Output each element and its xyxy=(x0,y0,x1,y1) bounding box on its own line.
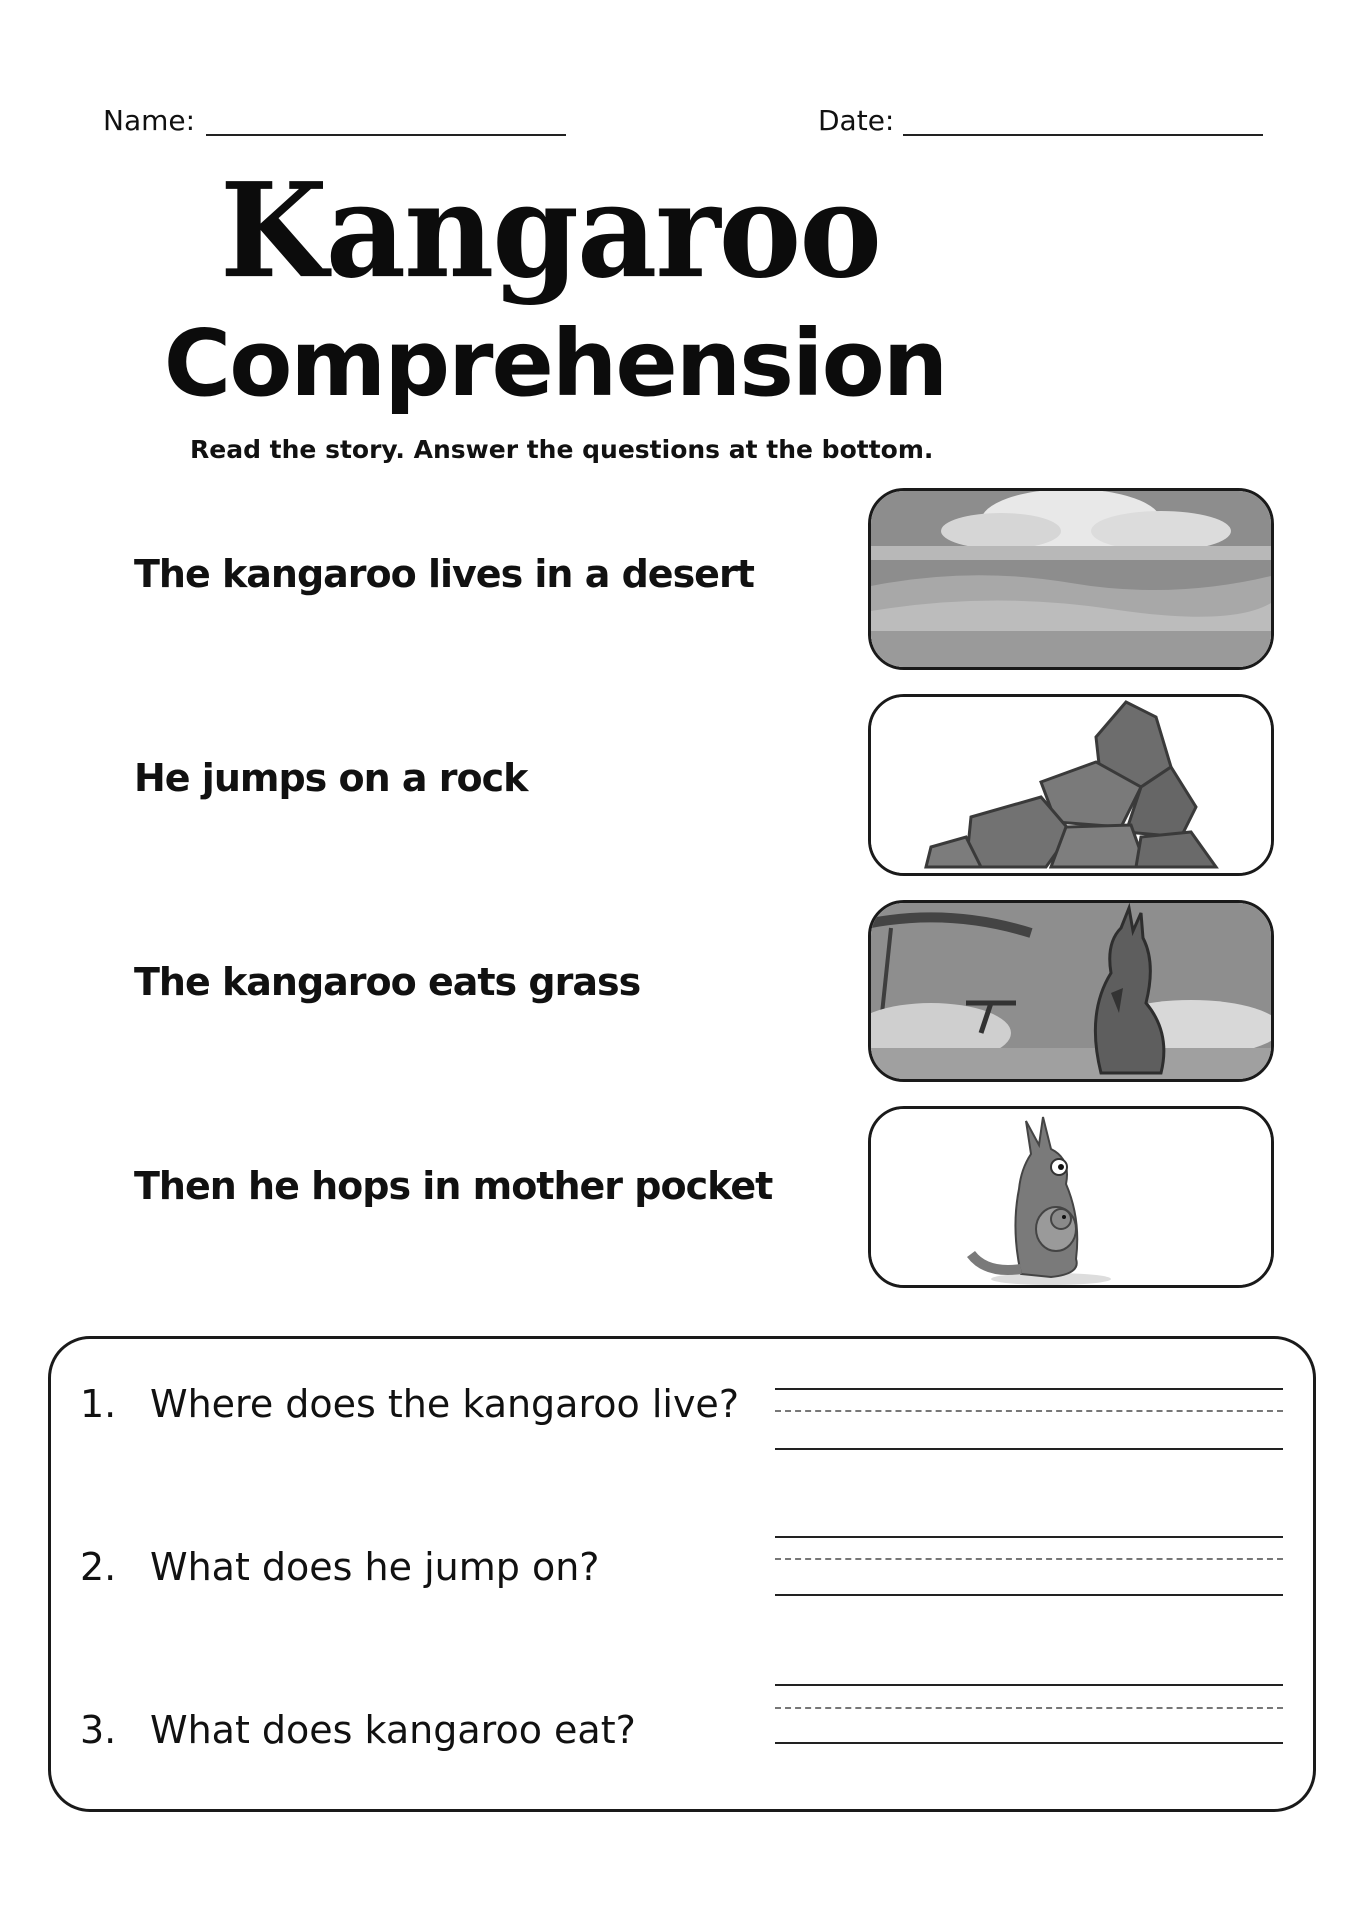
rock-pile-image xyxy=(868,694,1274,876)
name-field[interactable] xyxy=(206,134,566,136)
answer-line-1-mid[interactable] xyxy=(775,1410,1283,1412)
question-number-2: 2. xyxy=(80,1545,117,1589)
story-line-3: The kangaroo eats grass xyxy=(134,960,641,1004)
title-kangaroo: Kangaroo xyxy=(219,155,881,308)
answer-line-2-mid[interactable] xyxy=(775,1558,1283,1560)
answer-line-3-mid[interactable] xyxy=(775,1707,1283,1709)
date-label: Date: xyxy=(818,104,895,137)
answer-line-1-bottom[interactable] xyxy=(775,1448,1283,1450)
question-text-3: What does kangaroo eat? xyxy=(150,1708,636,1752)
kangaroo-with-joey-image xyxy=(868,1106,1274,1288)
kangaroo-eating-grass-image xyxy=(868,900,1274,1082)
answer-line-2-bottom[interactable] xyxy=(775,1594,1283,1596)
question-text-1: Where does the kangaroo live? xyxy=(150,1382,739,1426)
answer-line-2-top[interactable] xyxy=(775,1536,1283,1538)
answer-line-3-top[interactable] xyxy=(775,1684,1283,1686)
question-number-1: 1. xyxy=(80,1382,117,1426)
name-label: Name: xyxy=(103,104,196,137)
question-number-3: 3. xyxy=(80,1708,117,1752)
answer-line-1-top[interactable] xyxy=(775,1388,1283,1390)
story-line-4: Then he hops in mother pocket xyxy=(134,1164,773,1208)
desert-landscape-image xyxy=(868,488,1274,670)
question-text-2: What does he jump on? xyxy=(150,1545,600,1589)
title-comprehension: Comprehension xyxy=(163,310,947,417)
instructions: Read the story. Answer the questions at the bottom. xyxy=(190,435,934,464)
date-field[interactable] xyxy=(903,134,1263,136)
story-line-1: The kangaroo lives in a desert xyxy=(134,552,754,596)
story-line-2: He jumps on a rock xyxy=(134,756,528,800)
answer-line-3-bottom[interactable] xyxy=(775,1742,1283,1744)
